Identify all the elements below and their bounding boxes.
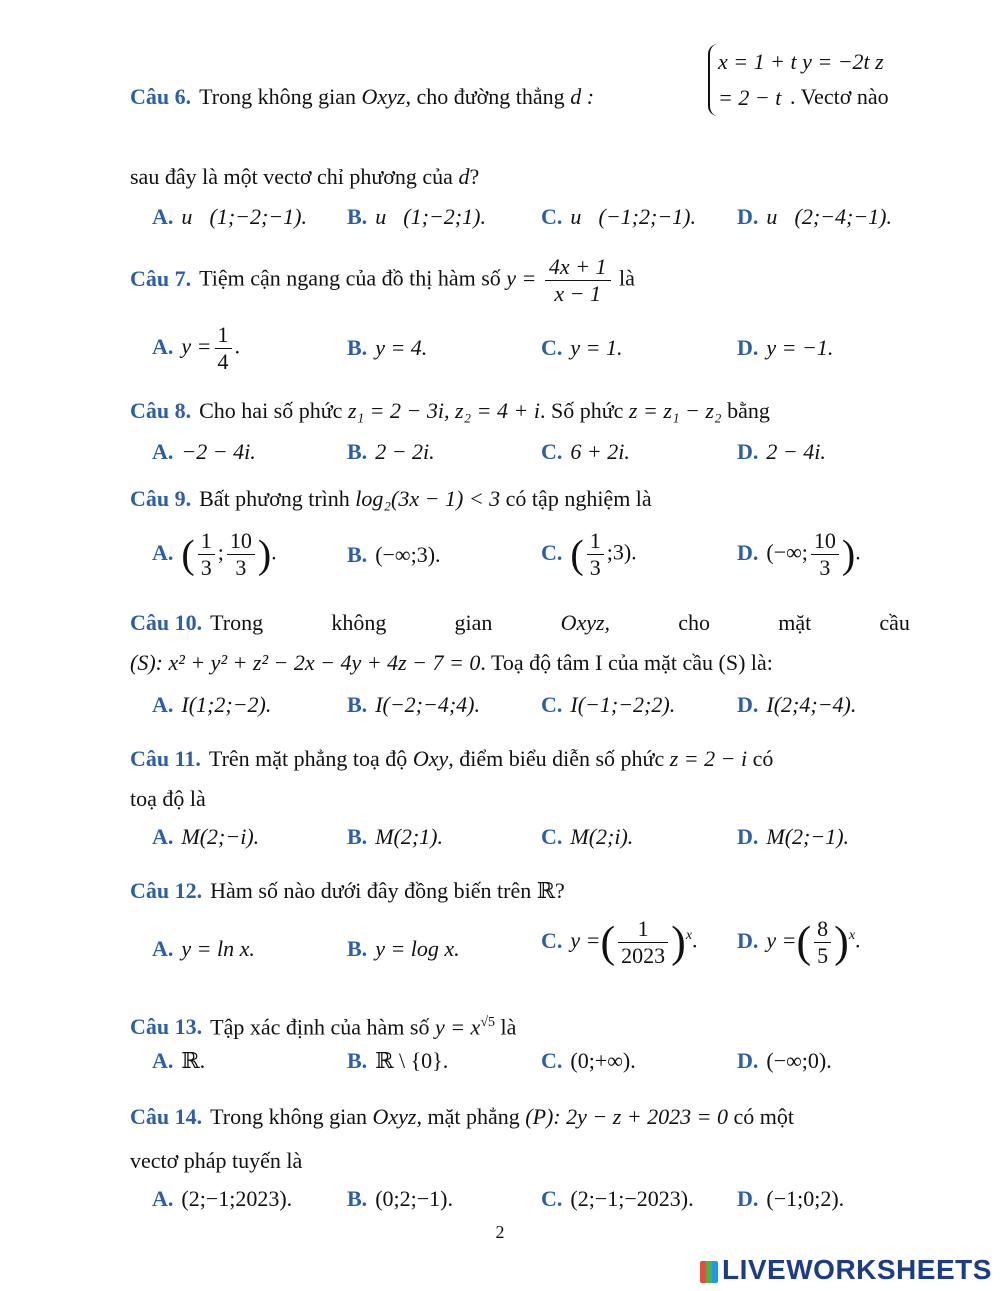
q7-option-d[interactable]: D. y = −1. [737,335,834,360]
q6-option-a[interactable]: A. u⃗(1;−2;−1). [152,204,307,229]
question-14-line2: vectơ pháp tuyến là [130,1148,303,1173]
question-6-line2: sau đây là một vectơ chỉ phương của d? [130,164,480,189]
q13-option-c[interactable]: C. (0;+∞). [541,1048,636,1073]
question-10-line2: (S): x² + y² + z² − 2x − 4y + 4z − 7 = 0. Toạ độ tâm I của mặt cầu (S) là: [130,650,773,675]
q8-option-b[interactable]: B. 2 − 2i. [347,439,435,464]
question-label: Câu 10. [130,610,203,635]
question-label: Câu 13. [130,1014,203,1040]
question-9: Câu 9. Bất phương trình log₂(3x − 1) < 3 có tập nghiệm là [130,486,652,511]
question-6: Câu 6. Trong không gian Oxyz, cho đường thẳng d : x = 1 + t y = −2t z = 2 − t . Vectơ nào [130,50,910,150]
q11-option-a[interactable]: A. M(2;−i). [152,824,260,849]
q6-option-b[interactable]: B. u⃗(1;−2;1). [347,204,486,229]
question-label: Câu 11. [130,746,201,771]
q8-option-a[interactable]: A. −2 − 4i. [152,439,256,464]
question-12: Câu 12. Hàm số nào dưới đây đồng biến trên ℝ? [130,878,565,903]
question-label: Câu 6. [130,84,192,109]
q7-option-c[interactable]: C. y = 1. [541,335,623,360]
q14-option-a[interactable]: A. (2;−1;2023). [152,1186,293,1211]
page-number: 2 [495,1222,505,1242]
q11-option-d[interactable]: D. M(2;−1). [737,824,850,849]
q7-option-a[interactable]: A. y = $\frac{1}{4}$ . [152,322,241,374]
q10-option-a[interactable]: A. I(1;2;−2). [152,692,272,717]
q13-option-a[interactable]: A. ℝ. [152,1048,206,1073]
q11-option-c[interactable]: C. M(2;i). [541,824,634,849]
q12-option-a[interactable]: A. y = ln x. [152,936,255,961]
q9-option-b[interactable]: B. (−∞;3). [347,542,441,567]
question-label: Câu 8. [130,398,192,423]
question-13: Câu 13. Tập xác định của hàm số $y = x^{√5}$ là [130,1014,517,1040]
q14-option-c[interactable]: C. (2;−1;−2023). [541,1186,694,1211]
question-label: Câu 12. [130,878,203,903]
question-11-line2: toạ độ là [130,786,206,811]
q13-option-d[interactable]: D. (−∞;0). [737,1048,832,1073]
q9-option-a[interactable]: A. ( $\frac{1}{3}$ ; $\frac{10}{3}$ ). [152,528,277,580]
q9-option-c[interactable]: C. ( $\frac{1}{3}$ ;3). [541,528,637,580]
question-label: Câu 7. [130,265,192,291]
q14-option-d[interactable]: D. (−1;0;2). [737,1186,845,1211]
q10-option-b[interactable]: B. I(−2;−4;4). [347,692,481,717]
question-8: Câu 8. Cho hai số phức z₁ = 2 − 3i, z₂ = 4 + i. Số phức z = z₁ − z₂ bằng [130,398,770,423]
q8-option-c[interactable]: C. 6 + 2i. [541,439,630,464]
q12-option-b[interactable]: B. y = log x. [347,936,460,961]
q13-option-b[interactable]: B. ℝ \ {0}. [347,1048,449,1073]
q12-option-c[interactable]: C. y =( $\frac{1}{2023}$ )$^x$. [541,916,698,968]
q6-option-d[interactable]: D. u⃗(2;−4;−1). [737,204,892,229]
q7-option-b[interactable]: B. y = 4. [347,335,428,360]
question-label: Câu 9. [130,486,192,511]
q14-option-b[interactable]: B. (0;2;−1). [347,1186,453,1211]
q8-option-d[interactable]: D. 2 − 4i. [737,439,826,464]
q11-option-b[interactable]: B. M(2;1). [347,824,443,849]
question-11: Câu 11. Trên mặt phẳng toạ độ Oxy, điểm biểu diễn số phức z = 2 − i có [130,746,774,771]
q10-option-c[interactable]: C. I(−1;−2;2). [541,692,676,717]
q6-option-c[interactable]: C. u⃗(−1;2;−1). [541,204,696,229]
logo-icon [700,1261,718,1283]
question-label: Câu 14. [130,1104,203,1129]
question-14: Câu 14. Trong không gian Oxyz, mặt phẳng (P): 2y − z + 2023 = 0 có một [130,1104,795,1129]
question-10: Câu 10. Trong không gian Oxyz, cho mặt cầu [130,610,910,635]
equation-system: x = 1 + t y = −2t z = 2 − t [708,44,904,116]
q12-option-d[interactable]: D. y =( $\frac{8}{5}$ )$^x$. [737,916,861,968]
liveworksheets-logo: LIVEWORKSHEETS [700,1254,992,1286]
q10-option-d[interactable]: D. I(2;4;−4). [737,692,857,717]
q9-option-d[interactable]: D. (−∞; $\frac{10}{3}$ ). [737,528,861,580]
fraction: $\frac{4x + 1}{x - 1}$ [545,254,611,307]
question-7: Câu 7. Tiệm cận ngang của đồ thị hàm số y = $\frac{4x + 1}{x - 1}$ là [130,254,635,306]
